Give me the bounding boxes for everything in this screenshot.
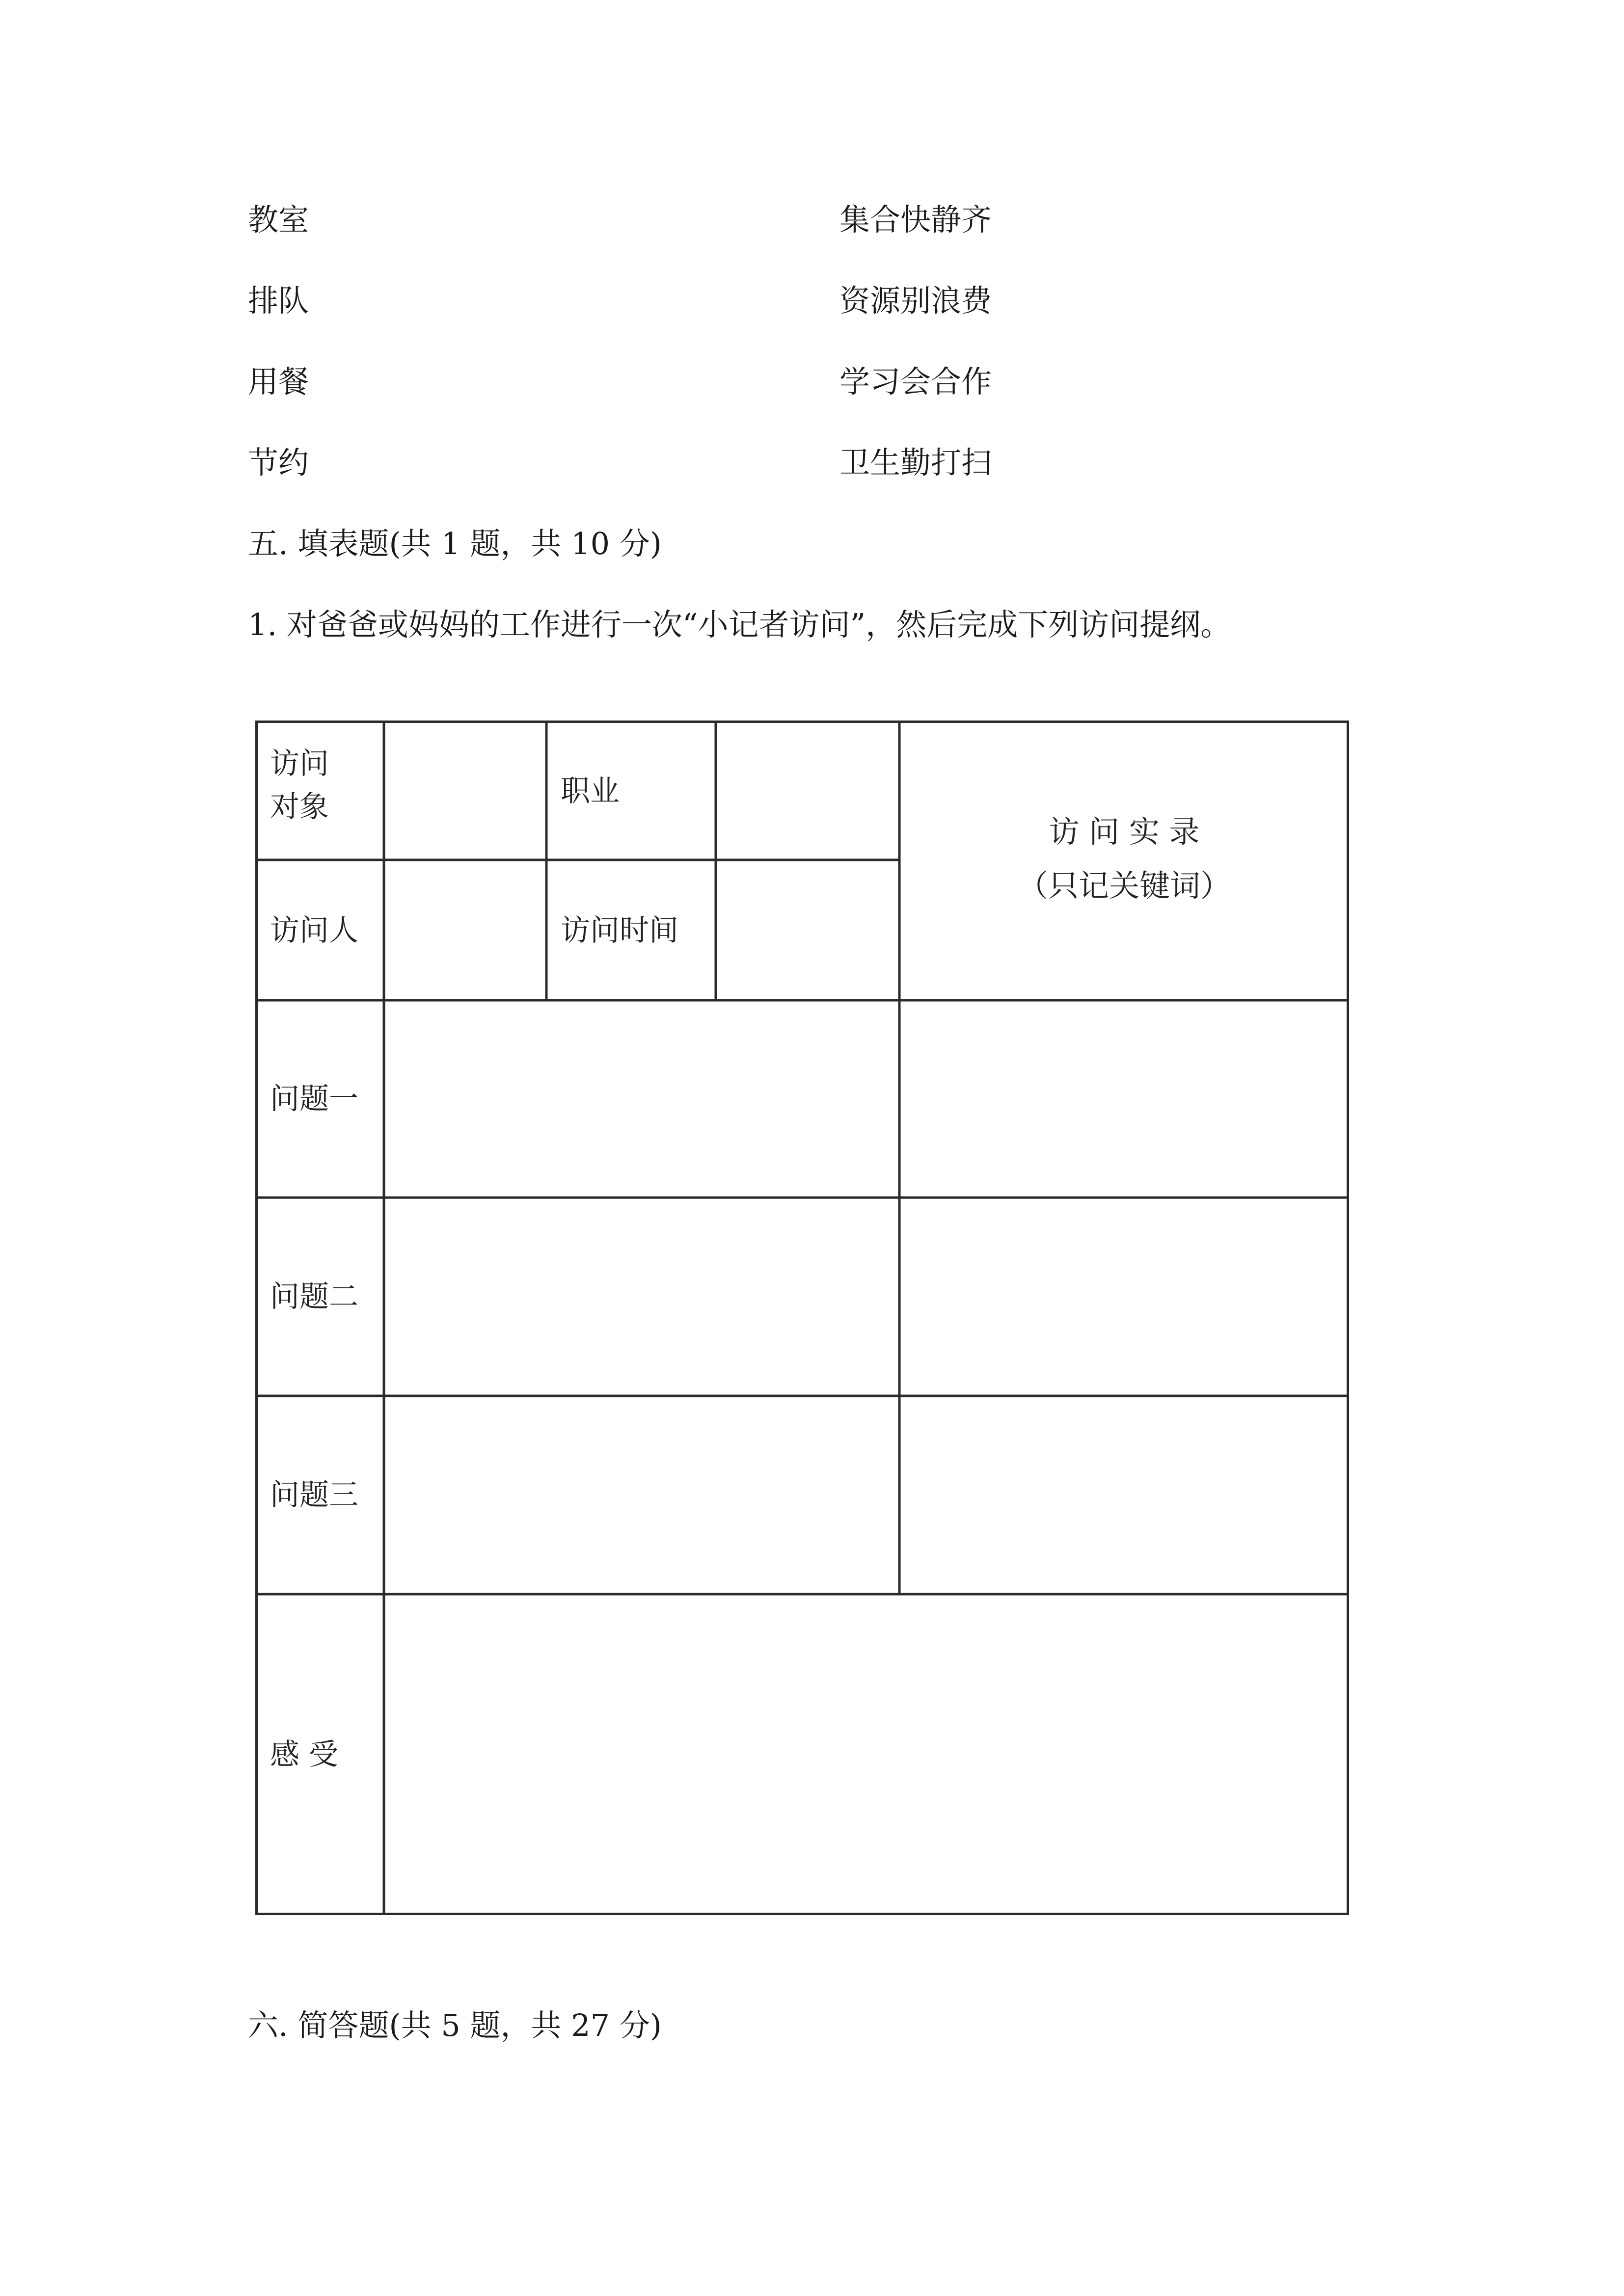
record-note: （只记关键词） — [1017, 868, 1231, 904]
section-6-heading: 六. 简答题(共 5 题，共 27 分) — [248, 2007, 662, 2043]
match-left-1: 教室 — [248, 202, 309, 238]
match-right-1: 集合快静齐 — [839, 202, 992, 238]
record-header — [899, 805, 1349, 913]
visit-target-label: 访问 对象 — [270, 747, 329, 824]
record-title: 访 问 实 录 — [1049, 814, 1200, 850]
section-5-heading: 五. 填表题(共 1 题，共 10 分) — [248, 526, 662, 561]
occupation-label: 职业 — [561, 774, 620, 808]
match-left-3: 用餐 — [248, 364, 309, 400]
match-right-4: 卫生勤打扫 — [839, 445, 992, 481]
question-2-label: 问题二 — [270, 1280, 358, 1314]
match-right-2: 资源别浪费 — [839, 283, 992, 319]
question-3-label: 问题三 — [270, 1478, 358, 1512]
feelings-label: 感 受 — [270, 1737, 339, 1772]
match-right-3: 学习会合作 — [839, 364, 992, 400]
match-left-4: 节约 — [248, 445, 309, 481]
visit-time-label: 访问时间 — [561, 913, 678, 948]
interview-table — [255, 721, 1349, 1915]
section-5-question: 1. 对爸爸或妈妈的工作进行一次“小记者访问”，然后完成下列访问提纲。 — [248, 607, 1231, 642]
question-1-label: 问题一 — [270, 1082, 358, 1116]
interviewer-label: 访问人 — [270, 913, 358, 948]
match-left-2: 排队 — [248, 283, 309, 319]
